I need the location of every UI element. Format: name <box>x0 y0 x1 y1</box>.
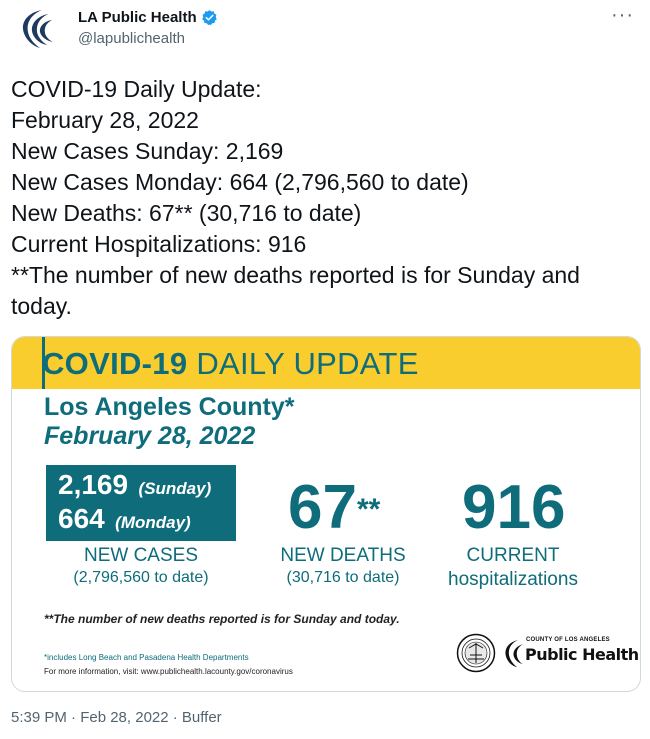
author-handle[interactable]: @lapublichealth <box>78 30 185 47</box>
cases-sunday-label: (Sunday) <box>138 479 212 498</box>
deaths-value: 67 <box>288 473 357 542</box>
author-name[interactable]: LA Public Health <box>78 8 197 26</box>
tweet-line: COVID-19 Daily Update: <box>11 76 262 102</box>
public-health-logo-small: COUNTY OF LOS ANGELES <box>526 637 610 643</box>
includes-note: *includes Long Beach and Pasadena Health Departments <box>44 653 249 662</box>
new-deaths-number <box>288 473 381 542</box>
deaths-footnote-mark: ** <box>356 493 381 526</box>
tweet-image-card[interactable] <box>11 336 641 692</box>
tweet-line: February 28, 2022 <box>11 107 199 133</box>
banner-title-light: DAILY UPDATE <box>196 346 419 381</box>
county-title: Los Angeles County* <box>44 393 295 421</box>
tweet-line: today. <box>11 293 72 319</box>
public-health-wave-icon <box>504 639 524 669</box>
new-cases-label: NEW CASES <box>83 545 199 566</box>
more-info-note: For more information, visit: www.publichealth.lacounty.gov/coronavirus <box>44 667 293 676</box>
tweet-line: **The number of new deaths reported is for Sunday and <box>11 262 580 288</box>
public-health-logo <box>504 635 639 673</box>
county-seal-icon <box>456 633 496 673</box>
hospitalizations-label: CURRENT <box>466 545 560 566</box>
tweet-line: Current Hospitalizations: 916 <box>11 231 307 257</box>
hospitalizations-number: 916 <box>462 473 566 542</box>
update-date: February 28, 2022 <box>44 422 256 450</box>
new-deaths-total: (30,716 to date) <box>286 569 400 586</box>
cases-monday-number: 664 <box>58 503 105 534</box>
tweet-line: New Cases Monday: 664 (2,796,560 to date) <box>11 169 469 195</box>
new-cases-box <box>46 465 236 541</box>
new-cases-total: (2,796,560 to date) <box>73 569 209 586</box>
banner-title <box>42 346 419 382</box>
lapublichealth-logo-icon[interactable] <box>12 6 58 52</box>
public-health-logo-big: Public Health <box>525 645 639 664</box>
cases-sunday-number: 2,169 <box>58 469 129 500</box>
new-deaths-label: NEW DEATHS <box>280 545 406 566</box>
cases-monday <box>58 503 191 535</box>
more-options-button[interactable]: ··· <box>611 4 634 26</box>
tweet-line: New Cases Sunday: 2,169 <box>11 138 284 164</box>
cases-sunday <box>58 469 211 501</box>
tweet-text <box>11 74 643 322</box>
verified-badge-icon <box>201 9 218 26</box>
tweet-timestamp[interactable]: 5:39 PM · Feb 28, 2022 · Buffer <box>11 709 222 726</box>
cases-monday-label: (Monday) <box>115 513 191 532</box>
banner-title-bold: COVID-19 <box>42 346 188 381</box>
update-banner <box>12 337 640 389</box>
tweet-line: New Deaths: 67** (30,716 to date) <box>11 200 362 226</box>
tweet-author[interactable] <box>78 7 218 47</box>
author-name-row[interactable] <box>78 7 218 27</box>
hospitalizations-sublabel: hospitalizations <box>448 569 578 590</box>
deaths-footnote: **The number of new deaths reported is for Sunday and today. <box>44 612 400 626</box>
